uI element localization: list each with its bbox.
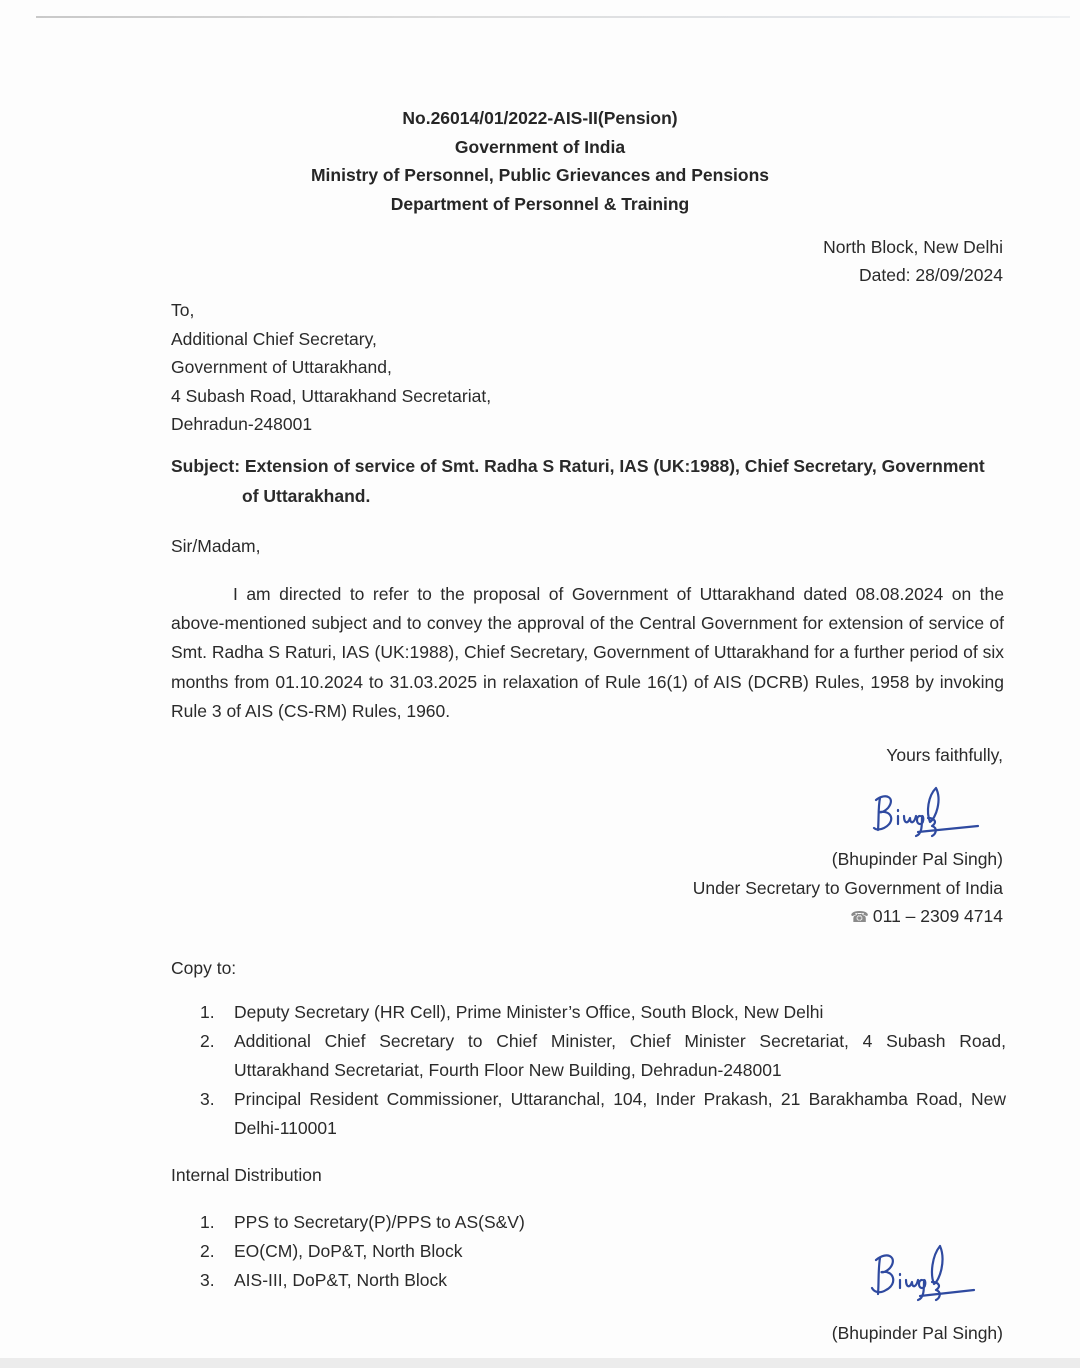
place: North Block, New Delhi [823, 237, 1003, 257]
telephone-icon: ☎ [850, 909, 869, 926]
body-paragraph: I am directed to refer to the proposal of Government of Uttarakhand dated 08.08.2024 on the above-mentioned subject and to convey the approval of the Central Government for extension of service of Smt. Radha S Raturi, IAS (UK:1988), Chief Secretary, Government of Uttarakhand for a further period of six months from 01.10.2024 to 31.03.2025 in relaxation of Rule 16(1) of AIS (DCRB) Rules, 1958 by invoking Rule 3 of AIS (CS-RM) Rules, 1960. [171, 584, 1004, 721]
subject-text-1: Extension of service of Smt. Radha S Raturi, IAS (UK:1988), Chief Secretary, Government [244, 456, 985, 476]
subject-line [171, 451, 1007, 511]
to-label: To, [171, 300, 195, 320]
subject-text-2: of Uttarakhand. [242, 486, 371, 506]
letter-header [0, 104, 1080, 218]
signatory-block [693, 845, 1003, 933]
copy-to-list [200, 998, 1006, 1143]
reference-number: No.26014/01/2022-AIS-II(Pension) [402, 108, 678, 128]
addressee-line: Dehradun-248001 [171, 414, 313, 434]
internal-distribution-list [200, 1208, 600, 1295]
ministry-name: Ministry of Personnel, Public Grievances and Pensions [310, 165, 770, 185]
signatory-name: (Bhupinder Pal Singh) [831, 849, 1003, 869]
signature-icon [858, 778, 988, 848]
addressee-line: Additional Chief Secretary, [171, 328, 377, 349]
addressee-line: 4 Subash Road, Uttarakhand Secretariat, [171, 385, 492, 406]
signature-icon [866, 1238, 986, 1308]
list-item: 1. Deputy Secretary (HR Cell), Prime Minister’s Office, South Block, New Delhi [200, 1002, 824, 1022]
subject-label: Subject: [171, 456, 241, 476]
place-and-date [823, 233, 1003, 289]
list-item: 2. Additional Chief Secretary to Chief Minister, Chief Minister Secretariat, 4 Subash Road, Uttarakhand Secretariat, Fourth Floor New Building, Dehradun-248001 [200, 1031, 1006, 1080]
internal-distribution-label: Internal Distribution [171, 1165, 322, 1185]
date: Dated: 28/09/2024 [858, 265, 1003, 285]
list-item: 2. EO(CM), DoP&T, North Block [200, 1241, 463, 1261]
addressee-line: Government of Uttarakhand, [171, 357, 392, 377]
department-name: Department of Personnel & Training [390, 193, 690, 214]
list-item: 3. AIS-III, DoP&T, North Block [200, 1270, 447, 1290]
signatory-phone: 011 – 2309 4714 [872, 906, 1003, 926]
addressee-block [171, 296, 491, 439]
list-item: 1. PPS to Secretary(P)/PPS to AS(S&V) [200, 1212, 525, 1232]
closing: Yours faithfully, [886, 745, 1003, 765]
page-bottom-edge [0, 1358, 1080, 1368]
signatory-designation: Under Secretary to Government of India [692, 877, 1003, 898]
salutation: Sir/Madam, [171, 536, 261, 556]
copy-to-label: Copy to: [171, 958, 237, 978]
signatory-phone-row [693, 902, 1003, 933]
signatory-name-bottom: (Bhupinder Pal Singh) [831, 1323, 1003, 1343]
government-name: Government of India [454, 136, 626, 157]
list-item: 3. Principal Resident Commissioner, Uttaranchal, 104, Inder Prakash, 21 Barakhamba Road, New Delhi-110001 [200, 1089, 1006, 1138]
